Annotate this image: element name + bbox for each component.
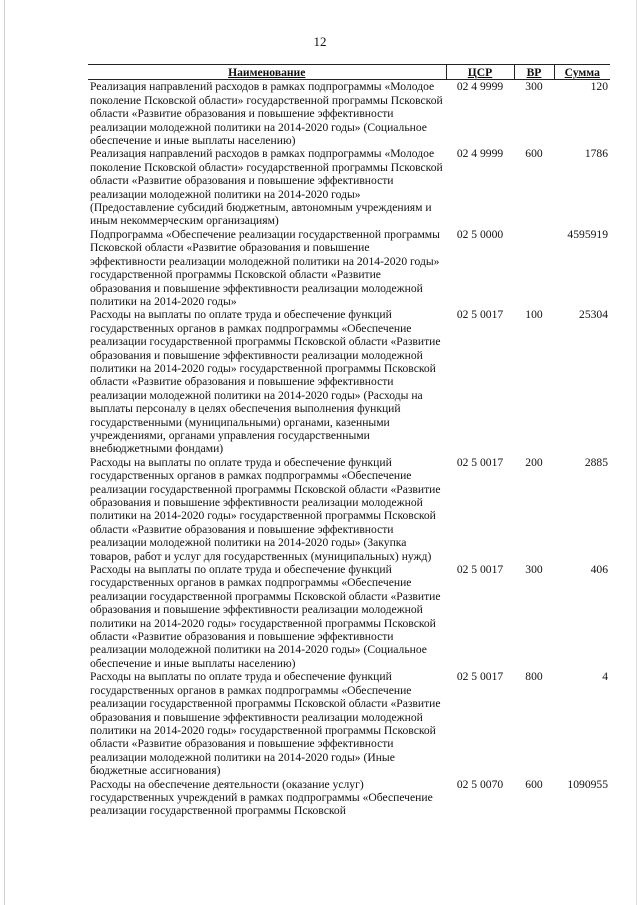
row-csr: 02 5 0017 xyxy=(456,670,504,684)
row-vr xyxy=(514,228,554,308)
row-vr: 300 xyxy=(525,563,543,577)
row-csr: 02 5 0017 xyxy=(456,455,504,469)
scan-edge-left xyxy=(4,0,5,905)
row-vr: 600 xyxy=(525,777,543,791)
table-row xyxy=(88,670,610,777)
row-name: Расходы на выплаты по оплате труда и обеспечение функций государственных органов в рамках подпрограммы «Обеспечение реализации государственной программы Псковской области «Развитие образования и повышение эффективности реализации молодежной политики на 2014-2020 годы» государственной программы Псковской области «Развитие образования и повышение эффективности реализации молодежной политики на 2014-2020 годы» (Иные бюджетные ассигнования) xyxy=(90,670,441,778)
row-name: Расходы на выплаты по оплате труда и обеспечение функций государственных органов в рамках подпрограммы «Обеспечение реализации государственной программы Псковской области «Развитие образования и повышение эффективности реализации молодежной политики на 2014-2020 годы» государственной программы Псковской области «Развитие образования и повышение эффективности реализации молодежной политики на 2014-2020 годы» (Закупка товаров, работ и услуг для государственных (муниципальных) нужд) xyxy=(90,455,441,563)
table-row xyxy=(88,456,610,563)
row-name: Реализация направлений расходов в рамках подпрограммы «Молодое поколение Псковской области» государственной программы Псковской области «Развитие образования и повышение эффективности реализации молодежной политики на 2014-2020 годы» (Социальное обеспечение и иные выплаты населению) xyxy=(90,80,443,148)
row-sum: 2885 xyxy=(584,455,608,469)
row-vr: 600 xyxy=(525,147,543,161)
row-name: Подпрограмма «Обеспечение реализации государственной программы Псковской области «Развитие образования и повышение эффективности реализации молодежной политики на 2014-2020 годы» государственной программы Псковской области «Развитие образования и повышение эффективности реализации молодежной политики на 2014-2020 годы» xyxy=(90,227,440,308)
row-vr: 100 xyxy=(525,308,543,322)
table-row xyxy=(88,80,610,148)
table-row xyxy=(88,563,610,670)
scan-edge-right xyxy=(636,0,637,905)
row-csr: 02 4 9999 xyxy=(456,80,504,94)
page-number: 12 xyxy=(313,34,327,49)
column-header-sum: Сумма xyxy=(554,65,610,80)
row-vr: 800 xyxy=(525,670,543,684)
row-sum: 1090955 xyxy=(567,777,608,791)
row-name: Расходы на обеспечение деятельности (оказание услуг) государственных учреждений в рамках подпрограммы «Обеспечение реализации государственной программы Псковской xyxy=(90,777,433,818)
table-row xyxy=(88,228,610,308)
row-sum: 1786 xyxy=(584,147,608,161)
row-name: Расходы на выплаты по оплате труда и обеспечение функций государственных органов в рамках подпрограммы «Обеспечение реализации государственной программы Псковской области «Развитие образования и повышение эффективности реализации молодежной политики на 2014-2020 годы» государственной программы Псковской области «Развитие образования и повышение эффективности реализации молодежной политики на 2014-2020 годы» (Расходы на выплаты персоналу в целях обеспечения выполнения функций государственными (муниципальными) органами, казенными учреждениями, органами управления государственными внебюджетными фондами) xyxy=(90,308,441,456)
budget-table xyxy=(88,64,610,818)
row-sum: 25304 xyxy=(579,308,608,322)
table-row xyxy=(88,778,610,818)
table-row xyxy=(88,308,610,455)
row-csr: 02 5 0000 xyxy=(456,227,504,241)
table-row xyxy=(88,147,610,227)
row-sum: 406 xyxy=(590,563,608,577)
row-sum: 120 xyxy=(590,80,608,94)
row-sum: 4 xyxy=(602,670,608,684)
row-sum: 4595919 xyxy=(567,227,608,241)
row-vr: 300 xyxy=(525,80,543,94)
row-csr: 02 5 0017 xyxy=(456,563,504,577)
row-name: Реализация направлений расходов в рамках подпрограммы «Молодое поколение Псковской области» государственной программы Псковской области «Развитие образования и повышение эффективности реализации молодежной политики на 2014-2020 годы» (Предоставление субсидий бюджетным, автономным учреждениям и иным некоммерческим организациям) xyxy=(90,147,443,228)
row-name: Расходы на выплаты по оплате труда и обеспечение функций государственных органов в рамках подпрограммы «Обеспечение реализации государственной программы Псковской области «Развитие образования и повышение эффективности реализации молодежной политики на 2014-2020 годы» государственной программы Псковской области «Развитие образования и повышение эффективности реализации молодежной политики на 2014-2020 годы» (Социальное обеспечение и иные выплаты населению) xyxy=(90,563,441,670)
column-header-csr: ЦСР xyxy=(446,65,514,80)
row-vr: 200 xyxy=(525,455,543,469)
column-header-name: Наименование xyxy=(88,65,446,80)
row-csr: 02 5 0070 xyxy=(456,777,504,791)
table-header-row xyxy=(88,65,610,80)
row-csr: 02 5 0017 xyxy=(456,308,504,322)
column-header-vr: ВР xyxy=(514,65,554,80)
row-csr: 02 4 9999 xyxy=(456,147,504,161)
